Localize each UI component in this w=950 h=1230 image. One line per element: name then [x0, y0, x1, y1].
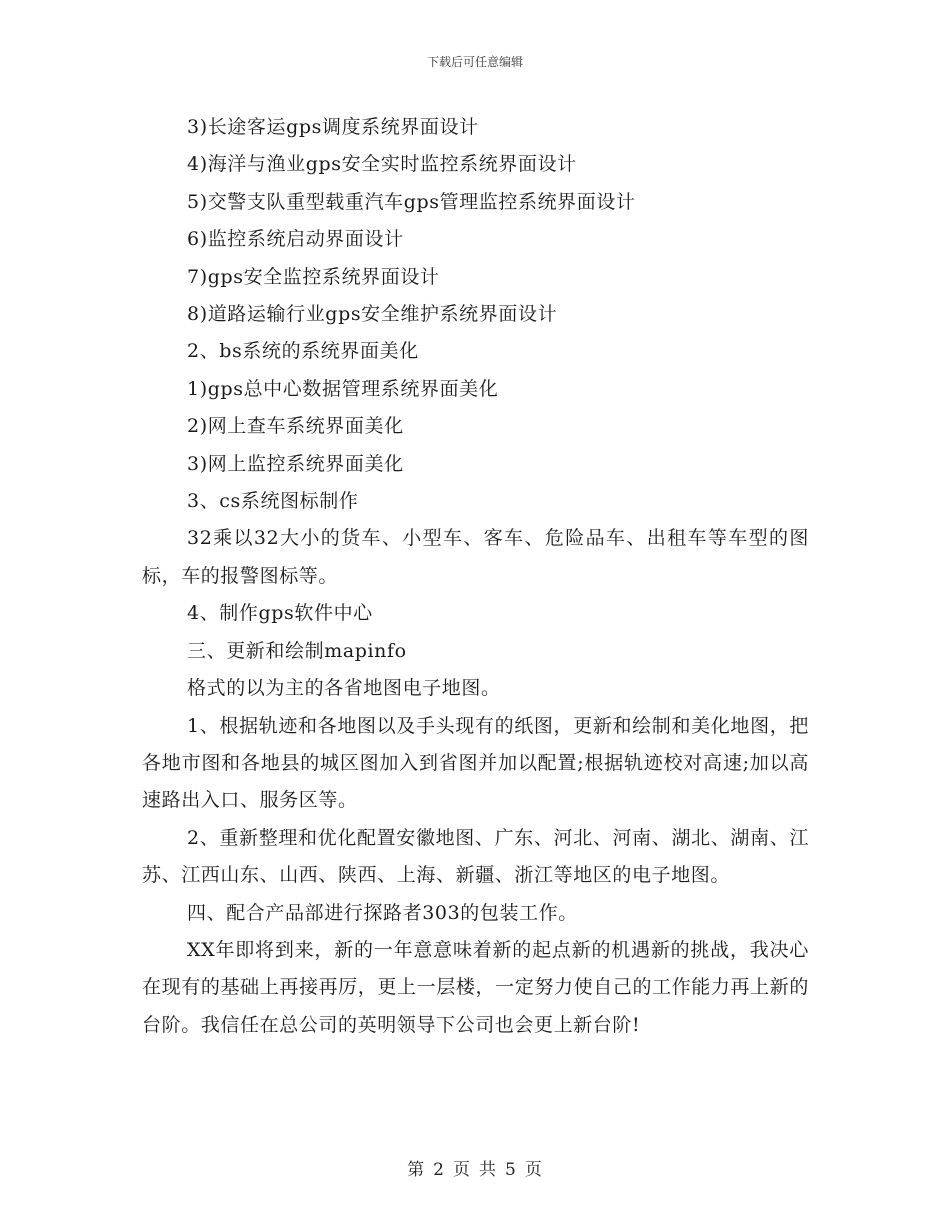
footer-page-word: 页 [453, 1160, 471, 1180]
paragraph: 6)监控系统启动界面设计 [187, 228, 404, 251]
paragraph: 2)网上查车系统界面美化 [187, 415, 404, 438]
paragraph: 7)gps安全监控系统界面设计 [187, 265, 440, 288]
page-footer [0, 1155, 950, 1180]
section-heading: 四、配合产品部进行探路者303的包装工作。 [187, 901, 578, 924]
document-body [142, 109, 809, 1044]
paragraph: 5)交警支队重型载重汽车gps管理监控系统界面设计 [187, 190, 636, 213]
section-heading: 4、制作gps软件中心 [187, 602, 373, 625]
paragraph: 1、根据轨迹和各地图以及手头现有的纸图，更新和绘制和美化地图，把各地市图和各地县的城区图加入到省图并加以配置;根据轨迹校对高速;加以高速路出入口、服务区等。 [142, 714, 809, 812]
paragraph: 32乘以32大小的货车、小型车、客车、危险品车、出租车等车型的图标，车的报警图标等。 [142, 527, 809, 587]
section-heading: 三、更新和绘制mapinfo [187, 639, 407, 662]
footer-total-label: 共 [479, 1160, 497, 1180]
section-heading: 3、cs系统图标制作 [187, 490, 359, 513]
paragraph: 2、重新整理和优化配置安徽地图、广东、河北、河南、湖北、湖南、江苏、江西山东、山西、陕西、上海、新疆、浙江等地区的电子地图。 [142, 826, 809, 887]
paragraph: 3)网上监控系统界面美化 [187, 452, 404, 475]
paragraph: 1)gps总中心数据管理系统界面美化 [187, 377, 499, 400]
paragraph: 8)道路运输行业gps安全维护系统界面设计 [187, 303, 558, 326]
footer-current-page: 2 [433, 1160, 445, 1180]
section-heading: 2、bs系统的系统界面美化 [187, 340, 419, 363]
footer-total-pages: 5 [505, 1160, 517, 1180]
paragraph: XX年即将到来，新的一年意意味着新的起点新的机遇新的挑战，我决心在现有的基础上再接再厉，更上一层楼，一定努力使自己的工作能力再上新的台阶。我信任在总公司的英明领导下公司也会更上新台阶! [142, 938, 809, 1036]
paragraph: 3)长途客运gps调度系统界面设计 [187, 116, 479, 138]
paragraph: 4)海洋与渔业gps安全实时监控系统界面设计 [187, 153, 577, 176]
page-header-note: 下载后可任意编辑 [426, 55, 523, 69]
footer-prefix: 第 [407, 1160, 426, 1180]
paragraph: 格式的以为主的各省地图电子地图。 [187, 677, 501, 700]
footer-suffix: 页 [524, 1160, 543, 1180]
